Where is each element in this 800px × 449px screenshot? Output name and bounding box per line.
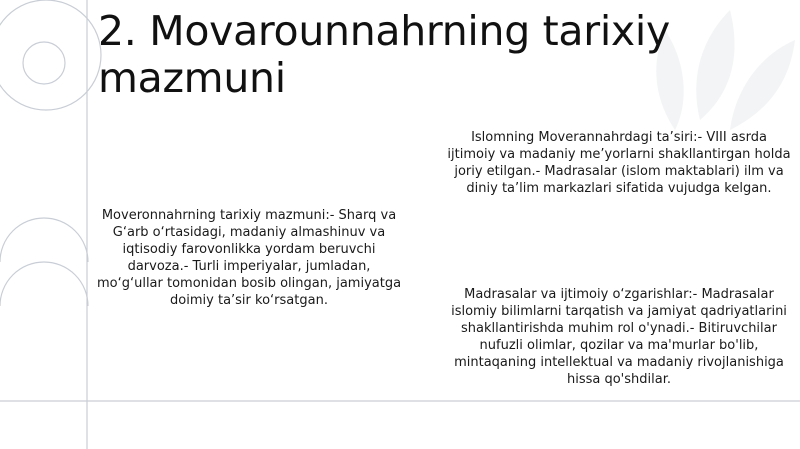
slide-title: 2. Movarounnahrning tarixiy mazmuni — [98, 7, 670, 102]
large-circle-outline — [0, 0, 101, 110]
lower-arch-outline — [0, 262, 88, 306]
small-circle-outline — [23, 42, 65, 84]
right-bottom-text-block: Madrasalar va ijtimoiy o‘zgarishlar:- Madrasalar islomiy bilimlarni tarqatish va jamiyat qadriyatlarini shakllantirishda muhim rol o'ynadi.- Bitiruvchilar nufuzli olimlar, qozilar va ma'murlar bo'lib, mintaqaning intellektual va madaniy rivojlanishiga hissa qo'shdilar. — [451, 287, 787, 387]
right-top-text-block: Islomning Moverannahrdagi ta’siri:- VIII asrda ijtimoiy va madaniy me’yorlarni shakllantirgan holda joriy etilgan.- Madrasalar (islom maktablari) ilm va diniy ta’lim markazlari sifatida vujudga kelgan. — [447, 130, 791, 196]
left-text-block: Moveronnahrning tarixiy mazmuni:- Sharq va G‘arb o‘rtasidagi, madaniy almashinuv va iqtisodiy farovonlikka yordam beruvchi darvoza.- Turli imperiyalar, jumladan, mo‘g‘ullar tomonidan bosib olingan, jamiyatga doimiy ta’sir ko‘rsatgan. — [96, 208, 402, 308]
upper-arch-outline — [0, 218, 88, 262]
